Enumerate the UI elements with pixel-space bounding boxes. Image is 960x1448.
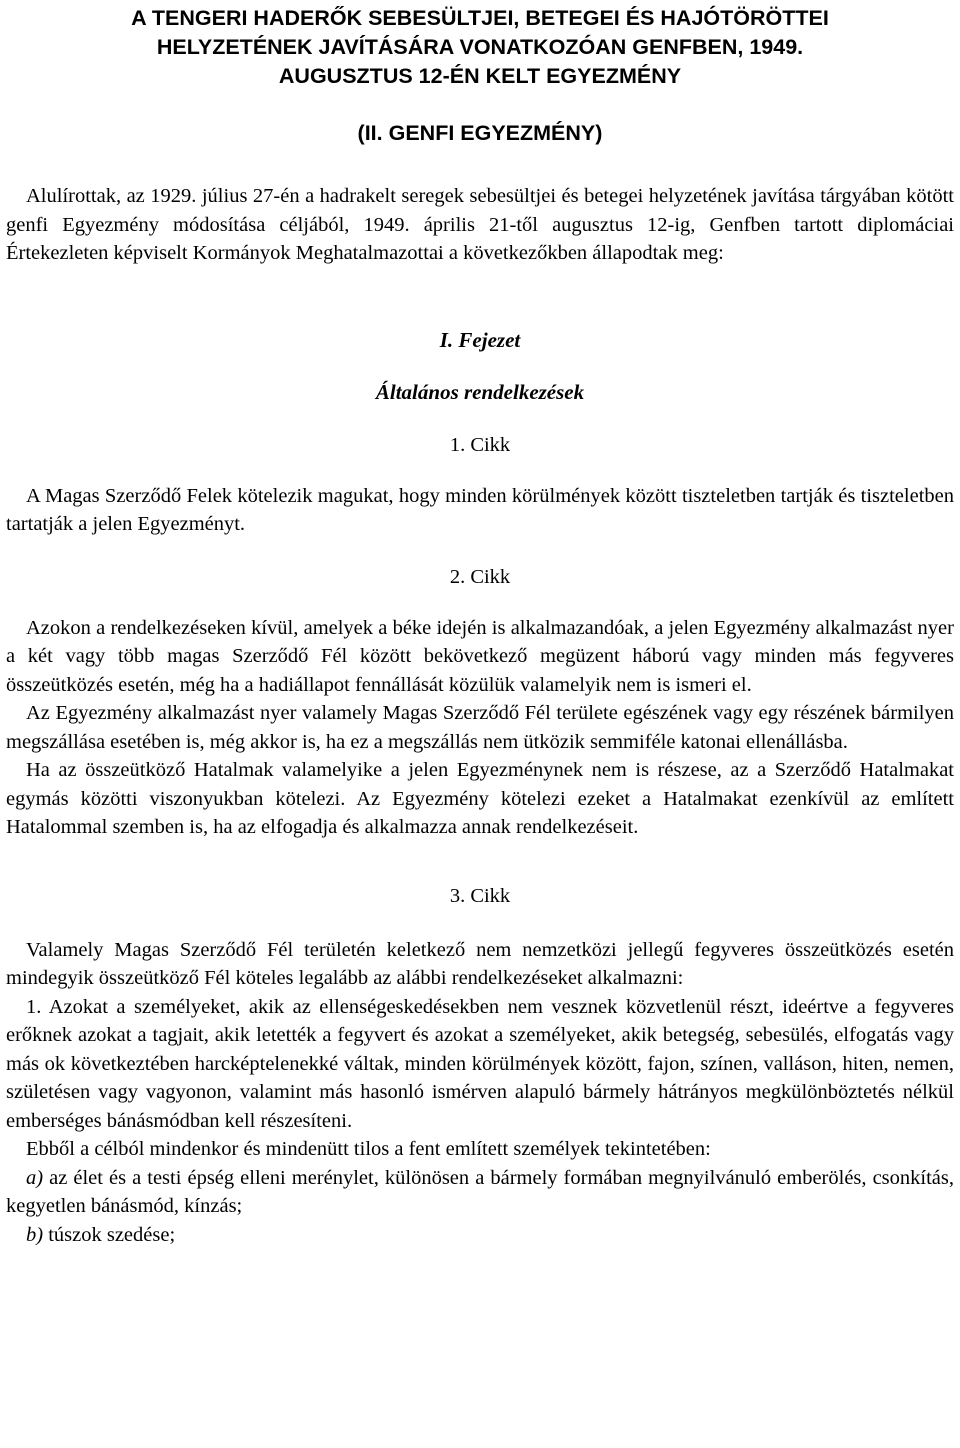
item-b-text: túszok szedése; [48, 1223, 176, 1246]
title-line-2: HELYZETÉNEK JAVÍTÁSÁRA VONATKOZÓAN GENFBEN, 1949. [156, 35, 804, 59]
item-a-letter: a) [26, 1166, 44, 1189]
article-2-paragraph-2: Az Egyezmény alkalmazást nyer valamely Magas Szerződő Fél területe egészének vagy egy részének bármilyen megszállása esetében is, még akkor is, ha ez a megszállás nem ütközik semmiféle katonai ellenállásba. [6, 702, 954, 753]
article-1-paragraph-1: A Magas Szerződő Felek kötelezik magukat, hogy minden körülmények között tiszteletben tartják és tiszteletben tartatják a jelen Egyezményt. [6, 484, 954, 535]
article-3-paragraph-3: Ebből a célból mindenkor és mindenütt tilos a fent említett személyek tekintetében: [26, 1138, 711, 1160]
article-2-heading: 2. Cikk [449, 565, 511, 588]
article-3-item-a [6, 1164, 954, 1221]
item-a-text: az élet és a testi épség elleni merénylet, különösen a bármely formában megnyilvánuló emberölés, csonkítás, kegyetlen bánásmód, kínzás; [6, 1166, 954, 1217]
article-3-paragraph-2: 1. Azokat a személyeket, akik az ellenségeskedésekben nem vesznek közvetlenül részt, ideértve a fegyveres erőknek azokat a tagjait, akik letették a fegyvert és azokat a személyeket, akik betegség, sebesülés, elfogatás vagy más ok következtében harcképtelenekké váltak, minden körülmények között, fajon, színen, valláson, hiten, nemen, születésen vagy vagyonon, valamint más hasonló ismérven alapuló bármely hátrányos megkülönböztetés nélkül emberséges bánásmódban kell részesíteni. [6, 995, 954, 1132]
title-line-3: AUGUSZTUS 12-ÉN KELT EGYEZMÉNY [278, 64, 682, 88]
article-1-heading: 1. Cikk [449, 433, 511, 456]
document-subtitle: (II. GENFI EGYEZMÉNY) [357, 121, 603, 145]
article-3-item-b [6, 1221, 954, 1250]
document-title [6, 0, 954, 91]
article-3-heading: 3. Cikk [449, 884, 511, 907]
chapter-number: I. Fejezet [439, 327, 521, 352]
article-2-paragraph-3: Ha az összeütköző Hatalmak valamelyike a jelen Egyezménynek nem is részese, az a Szerződő Hatalmakat egymás közötti viszonyukban kötelezi. Az Egyezmény kötelezi ezeket a Hatalmakat ezenkívül az említett Hatalommal szemben is, ha az elfogadja és alkalmazza annak rendelkezéseit. [6, 759, 954, 838]
chapter-title: Általános rendelkezések [375, 379, 585, 404]
article-2-paragraph-1: Azokon a rendelkezéseken kívül, amelyek a béke idején is alkalmazandóak, a jelen Egyezmény alkalmazást nyer a két vagy több magas Szerződő Fél között bekövetkező megüzent háború vagy minden más fegyveres összeütközés esetén, még ha a hadiállapot fennállását közülük valamelyik nem is ismeri el. [6, 616, 954, 696]
item-b-letter: b) [26, 1223, 44, 1246]
preamble-paragraph: Alulírottak, az 1929. július 27-én a hadrakelt seregek sebesültjei és betegei helyzetének javítása tárgyában kötött genfi Egyezmény módosítása céljából, 1949. április 21-től augusztus 12-ig, Genfben tartott diplomáciai Értekezleten képviselt Kormányok Meghatalmazottai a következőkben állapodtak meg: [6, 185, 954, 264]
article-3-paragraph-1: Valamely Magas Szerződő Fél területén keletkező nem nemzetközi jellegű fegyveres összeütközés esetén mindegyik összeütköző Fél köteles legalább az alábbi rendelkezéseket alkalmazni: [6, 938, 954, 989]
title-line-1: A TENGERI HADERŐK SEBESÜLTJEI, BETEGEI ÉS HAJÓTÖRÖTTEI [131, 6, 829, 30]
